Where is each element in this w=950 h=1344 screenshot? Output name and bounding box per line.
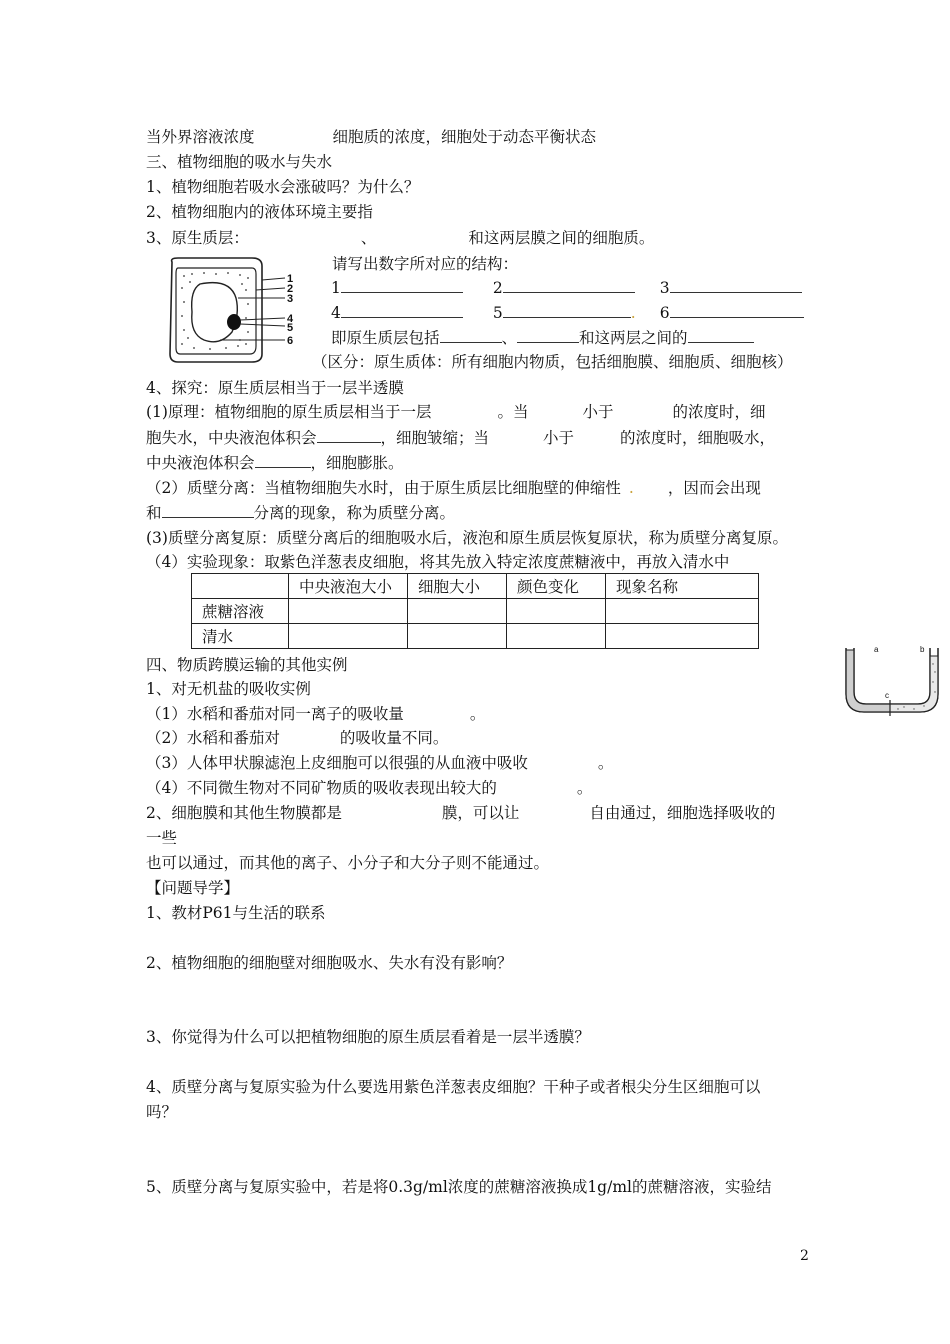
table-cell: 蔗糖溶液 [192,599,289,624]
guide-question-4-cont: 吗？ [146,1103,178,1121]
guide-heading: 【问题导学】 [146,879,240,897]
salt-item-2: （2）水稻和番茄对 的吸收量不同。 [146,729,449,747]
table-cell [408,624,507,649]
table-cell [507,624,606,649]
table-header-cell: 细胞大小 [408,574,507,599]
guide-question-4: 4、质壁分离与复原实验为什么要选用紫色洋葱表皮细胞？干种子或者根尖分生区细胞可以 [146,1078,761,1096]
guide-question-3: 3、你觉得为什么可以把植物细胞的原生质层看着是一层半透膜？ [146,1028,590,1046]
guide-question-1: 1、教材P61与生活的联系 [146,904,326,922]
salt-item-4: （4）不同微生物对不同矿物质的吸收表现出较大的 。 [146,779,593,797]
deplasmolysis-line: (3)质壁分离复原：质壁分离后的细胞吸水后，液泡和原生质层恢复原状，称为质壁分离复原。 [146,529,788,547]
table-cell [606,624,759,649]
table-header-cell [192,574,289,599]
table-row [192,599,759,624]
table-header-cell: 颜色变化 [507,574,606,599]
cell-label-4: 4 [287,313,294,325]
cell-label-6: 6 [287,335,294,347]
line-outer-solution: 当外界溶液浓度 细胞质的浓度，细胞处于动态平衡状态 [146,128,597,146]
table-cell: 清水 [192,624,289,649]
salt-item-1: （1）水稻和番茄对同一离子的吸收量 。 [146,705,486,723]
table-cell [408,599,507,624]
cell-label-3: 3 [287,293,294,305]
question-1: 1、植物细胞若吸水会涨破吗？为什么？ [146,178,420,196]
table-cell [606,599,759,624]
principle-line-1: (1)原理：植物细胞的原生质层相当于一层 。当 小于 的浓度时，细 [146,403,766,421]
biomembrane-line-3: 也可以通过，而其他的离子、小分子和大分子则不能通过。 [146,854,550,872]
u-tube-figure [834,612,950,724]
table-header-cell: 中央液泡大小 [289,574,408,599]
question-4: 4、探究：原生质层相当于一层半透膜 [146,379,404,397]
page-number: 2 [800,1248,809,1264]
cell-label-5: 5 [287,322,294,334]
cell-label-2: 2 [287,283,294,295]
section-3-heading: 三、植物细胞的吸水与失水 [146,153,333,171]
table-row [192,624,759,649]
table-header-row [192,574,759,599]
guide-question-2: 2、植物细胞的细胞壁对细胞吸水、失水有没有影响？ [146,954,513,972]
table-header-cell: 现象名称 [606,574,759,599]
question-3: 3、原生质层： 、 和这两层膜之间的细胞质。 [146,229,655,247]
inorganic-salt-heading: 1、对无机盐的吸收实例 [146,680,311,698]
biomembrane-line: 2、细胞膜和其他生物膜都是 膜，可以让 自由通过，细胞选择吸收的 [146,804,776,822]
biomembrane-line-2: 一些 [146,829,178,847]
write-structures-prompt: 请写出数字所对应的结构： [332,255,519,273]
observation-table [191,573,759,649]
u-tube-label-a: a [874,645,879,654]
table-cell [289,599,408,624]
question-2: 2、植物细胞内的液体环境主要指 [146,203,373,221]
plasmolysis-line-1: （2）质壁分离：当植物细胞失水时，由于原生质层比细胞壁的伸缩性 . ，因而会出现 [146,479,761,497]
salt-item-3: （3）人体甲状腺滤泡上皮细胞可以很强的从血液中吸收 。 [146,754,614,772]
experiment-line: （4）实验现象：取紫色洋葱表皮细胞，将其先放入特定浓度蔗糖液中，再放入清水中 [146,553,730,571]
blanks-row-1: 1 2 3 [331,278,802,298]
u-tube-label-b: b [920,645,925,654]
table-cell [289,624,408,649]
principle-line-2: 胞失水，中央液泡体积会 ，细胞皱缩；当 小于 的浓度时，细胞吸水， [146,429,776,447]
distinguish-note: （区分：原生质体：所有细胞内物质，包括细胞膜、细胞质、细胞核） [312,353,793,371]
plasmolysis-line-2: 和 分离的现象，称为质壁分离。 [146,504,456,522]
section-4-heading: 四、物质跨膜运输的其他实例 [146,656,348,674]
table-cell [507,599,606,624]
principle-line-3: 中央液泡体积会 ，细胞膨胀。 [146,454,404,472]
protoplast-layer-includes: 即原生质层包括 、 和这两层之间的 [331,328,754,348]
blanks-row-2: 4 5 . 6 [331,303,804,323]
u-tube-label-c: c [885,691,889,700]
cell-label-1: 1 [287,273,294,285]
plant-cell-figure [160,254,302,366]
guide-question-5: 5、质壁分离与复原实验中，若是将0.3g/ml浓度的蔗糖溶液换成1g/ml的蔗糖溶液，实验结 [146,1178,772,1196]
